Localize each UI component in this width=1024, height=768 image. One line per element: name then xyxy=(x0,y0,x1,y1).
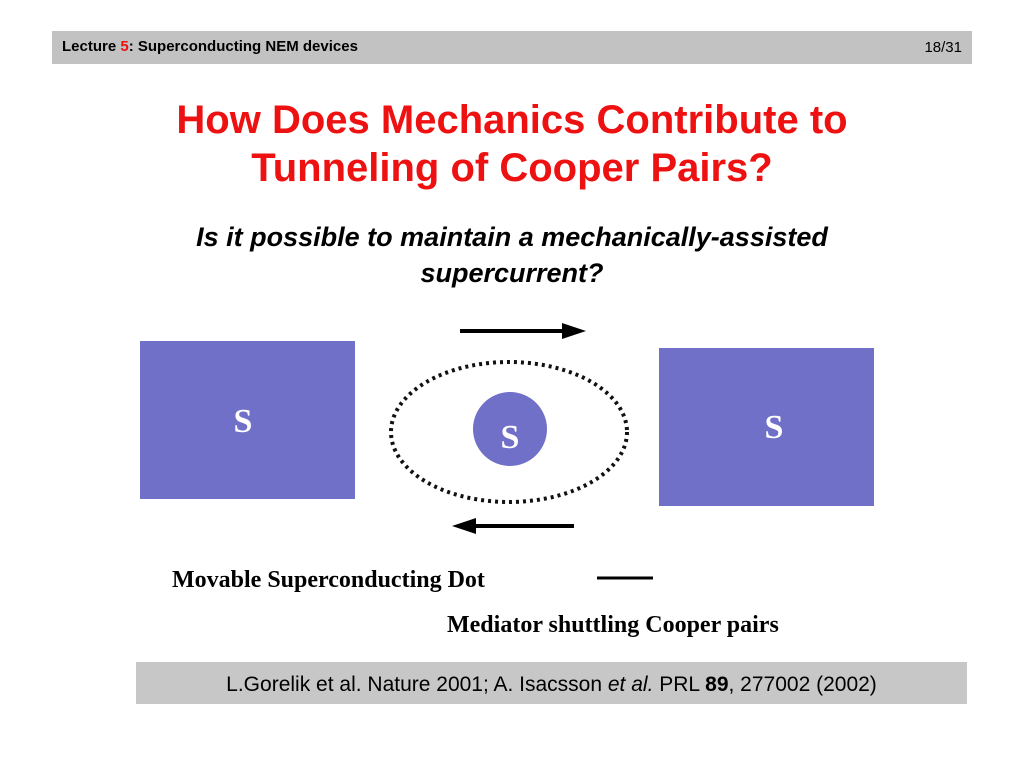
citation-part-5: , 277002 (2002) xyxy=(728,673,877,696)
lecture-number: 5 xyxy=(120,38,129,55)
citation-part-1: L.Gorelik et al. Nature 2001; A. Isacsson xyxy=(226,673,608,696)
lecture-prefix: Lecture xyxy=(62,38,121,55)
subtitle-line-2: supercurrent? xyxy=(420,258,604,288)
title-line-2: Tunneling of Cooper Pairs? xyxy=(251,146,773,190)
citation-box xyxy=(136,662,967,704)
right-superconductor-label: S xyxy=(764,409,784,446)
citation xyxy=(136,673,967,697)
page-number: 18/31 xyxy=(924,39,962,56)
lecture-suffix: : Superconducting NEM devices xyxy=(128,38,358,55)
citation-part-3: PRL xyxy=(653,673,706,696)
citation-volume: 89 xyxy=(705,673,729,696)
title-line-1: How Does Mechanics Contribute to xyxy=(176,98,848,142)
left-superconductor-label: S xyxy=(233,403,253,440)
citation-etal: et al. xyxy=(607,673,654,696)
arrow-left xyxy=(452,518,574,534)
arrow-right xyxy=(460,323,586,339)
subtitle-line-1: Is it possible to maintain a mechanically-assisted xyxy=(196,222,828,252)
movable-dot-label: S xyxy=(500,419,520,456)
legend-mediator-label: Mediator shuttling Cooper pairs xyxy=(447,612,779,638)
legend-dot-label: Movable Superconducting Dot xyxy=(172,567,485,593)
